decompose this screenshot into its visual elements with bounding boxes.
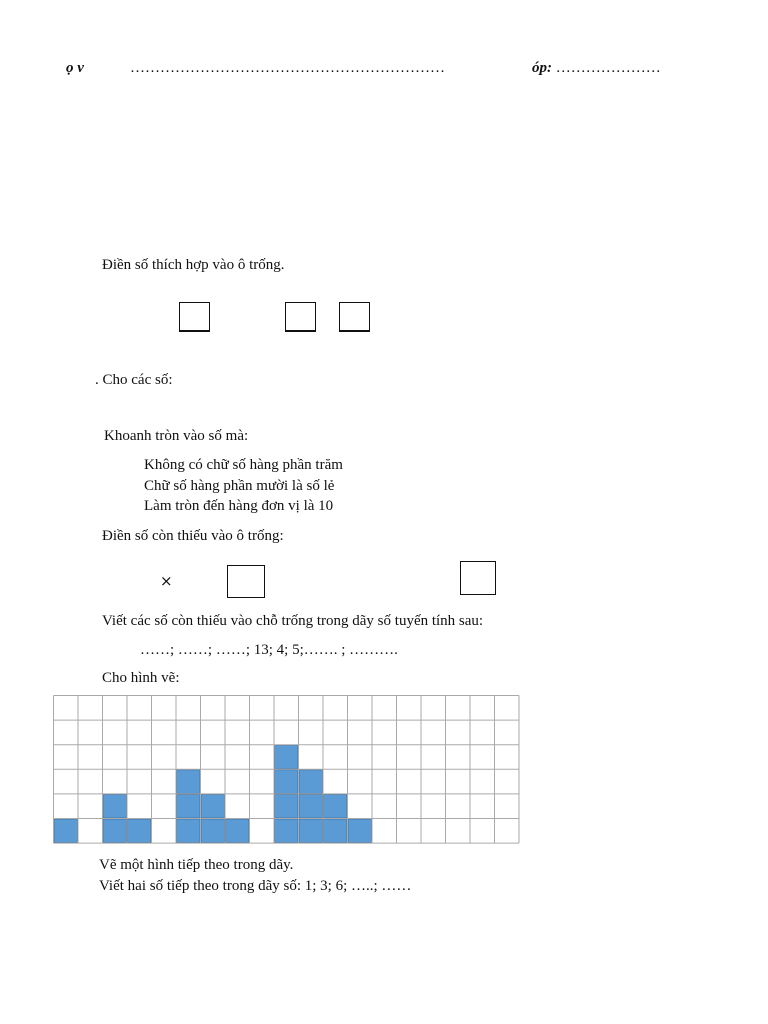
filled-square [299,770,323,794]
class-label: óp: [532,60,552,76]
filled-square [299,794,323,818]
condition-item: Làm tròn đến hàng đơn vị là 10 [144,498,334,514]
answer-box[interactable] [339,302,370,332]
class-blank[interactable]: ………………… [555,60,661,76]
class-row [532,60,661,77]
filled-square [177,819,201,843]
filled-square [54,819,78,843]
filled-square [226,819,250,843]
answer-box[interactable] [227,565,265,598]
filled-square [324,794,348,818]
name-label: ọ v [66,60,84,76]
answer-box[interactable] [285,302,316,332]
q2-intro: . Cho các số: [95,372,173,388]
filled-square [128,819,152,843]
condition-item: Không có chữ số hàng phần trăm [144,457,343,473]
filled-square [275,819,299,843]
filled-square [177,770,201,794]
q1-instruction: Điền số thích hợp vào ô trống. [102,257,285,273]
filled-square [275,770,299,794]
answer-box[interactable] [460,561,496,595]
filled-square [103,819,127,843]
block-pattern-grid [53,695,529,847]
filled-square [324,819,348,843]
header-name-row [66,60,84,77]
filled-square [201,794,225,818]
times-sign: × [160,572,173,590]
filled-square [177,794,201,818]
filled-square [275,745,299,769]
filled-square [201,819,225,843]
name-blank[interactable]: ……………………………………………………… [130,60,445,76]
filled-square [348,819,372,843]
q2-circle-prompt: Khoanh tròn vào số mà: [104,428,249,444]
filled-square [299,819,323,843]
q4-instruction: Viết các số còn thiếu vào chỗ trống trong dãy số tuyến tính sau: [102,613,484,629]
figure-label: Cho hình vẽ: [102,670,180,686]
q3-instruction: Điền số còn thiếu vào ô trống: [102,528,284,544]
condition-item: Chữ số hàng phần mười là số lẻ [144,478,335,494]
filled-square [275,794,299,818]
q5-line2: Viết hai số tiếp theo trong dãy số: 1; 3; 6; …..; …… [99,878,412,894]
number-sequence: ……; ……; ……; 13; 4; 5;……. ; ………. [140,642,398,658]
answer-box[interactable] [179,302,210,332]
q5-line1: Vẽ một hình tiếp theo trong dãy. [99,857,294,873]
filled-square [103,794,127,818]
